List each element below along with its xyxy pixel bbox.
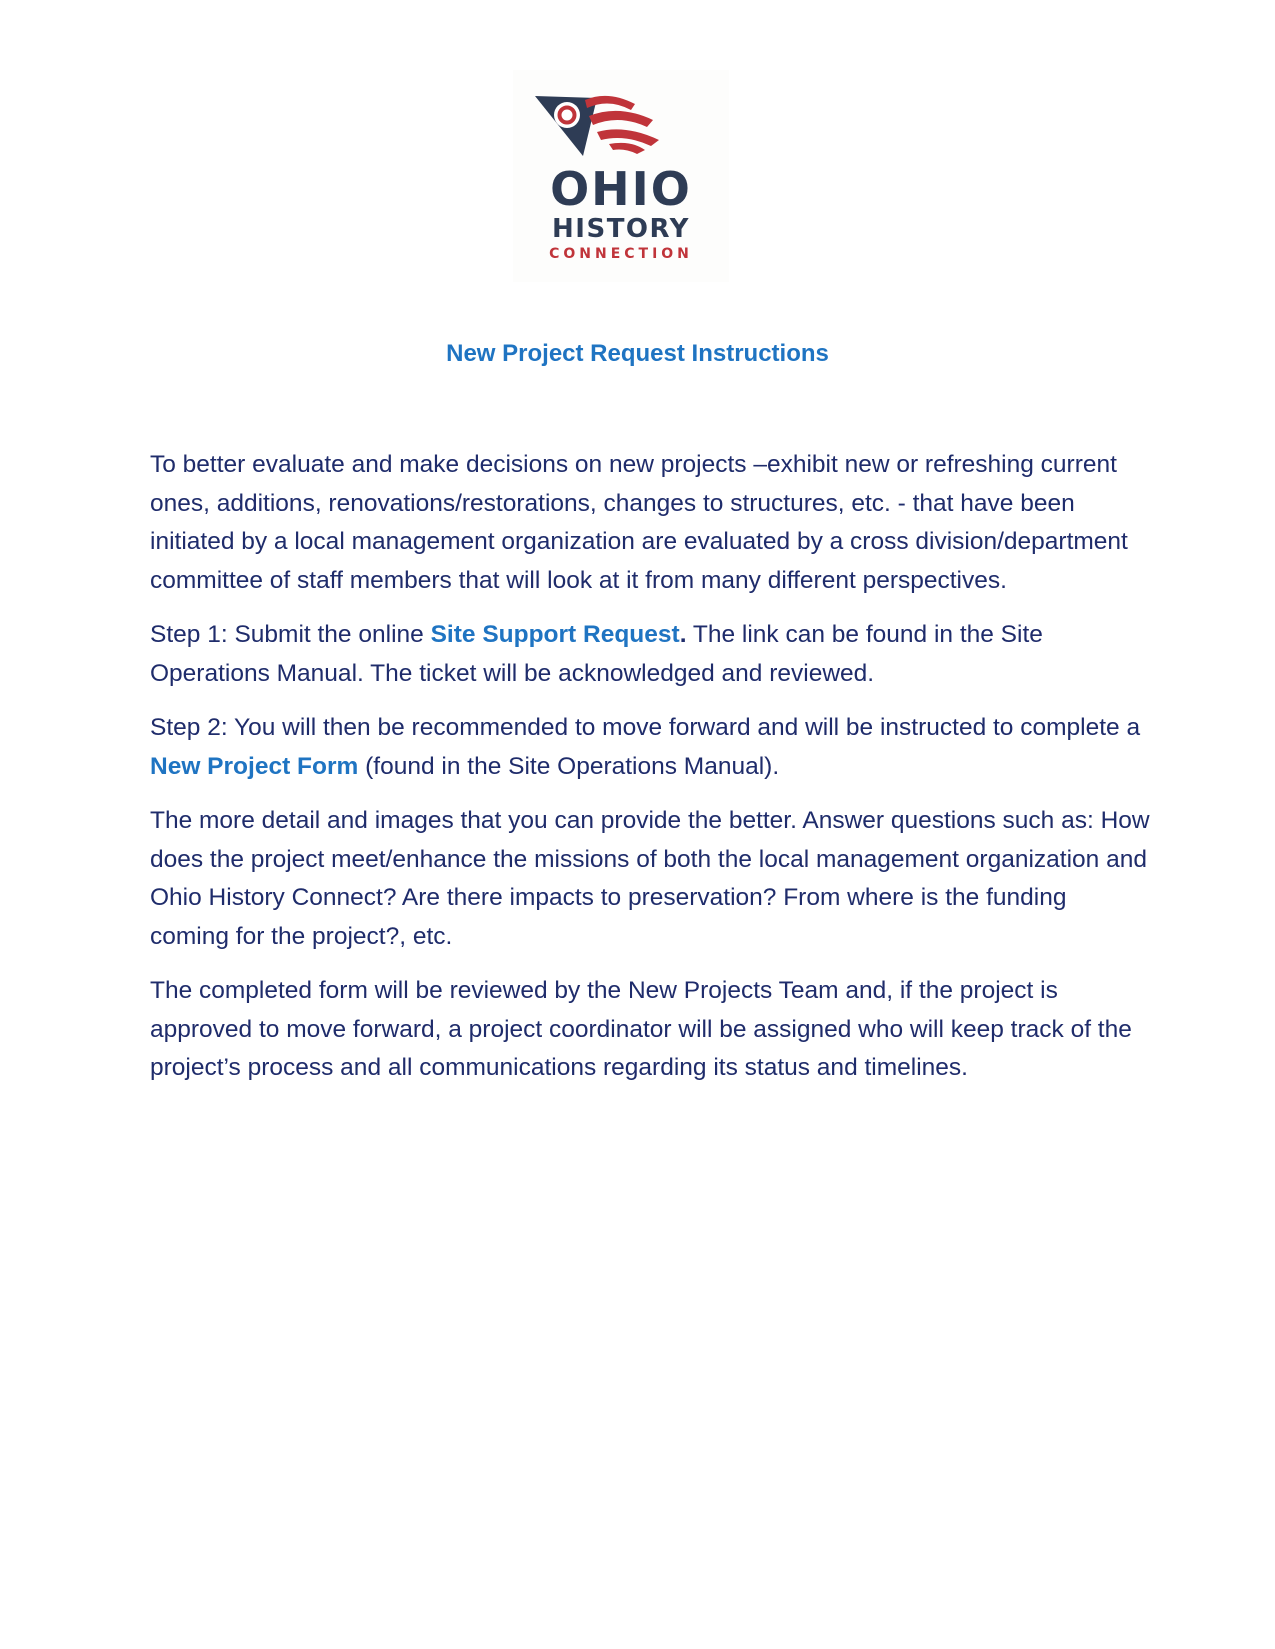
step1-period: . [679, 621, 687, 648]
ohio-history-connection-logo [513, 70, 729, 282]
logo-history-text: HISTORY [552, 214, 690, 244]
new-project-form-link[interactable]: New Project Form [150, 752, 359, 780]
site-support-request-link[interactable]: Site Support Request [430, 621, 680, 648]
completed-paragraph: The completed form will be reviewed by the New Projects Team and, if the project is approved to move forward, a project coordinator will be assigned who will keep track of the project’s process and all communications regarding its status and timelines. [150, 977, 1132, 1081]
logo-connection-text: CONNECTION [549, 246, 693, 262]
intro-paragraph: To better evaluate and make decisions on new projects –exhibit new or refreshing current ones, additions, renovations/restorations, changes to structures, etc. - that have been initiated by a local management organization are evaluated by a cross division/department committee of staff members that will look at it from many different perspectives. [150, 451, 1128, 594]
document-body [150, 446, 1150, 1104]
step1-suffix: The link can be found in the Site Operations Manual. The ticket will be acknowledged and reviewed. [150, 621, 1043, 687]
logo-ohio-text: OHIO [550, 162, 692, 216]
detail-paragraph: The more detail and images that you can provide the better. Answer questions such as: How does the project meet/enhance the missions of both the local management organization and Ohio History Connect? Are there impacts to preservation? From where is the funding coming for the project?, etc. [150, 807, 1150, 950]
step1-prefix: Step 1: Submit the online [150, 621, 431, 648]
step1-paragraph [150, 616, 1150, 693]
page-title: New Project Request Instructions [446, 340, 829, 367]
step2-prefix: Step 2: You will then be recommended to move forward and will be instructed to complete a [150, 714, 1141, 741]
step2-suffix: (found in the Site Operations Manual). [358, 752, 780, 780]
step2-paragraph [150, 709, 1150, 786]
